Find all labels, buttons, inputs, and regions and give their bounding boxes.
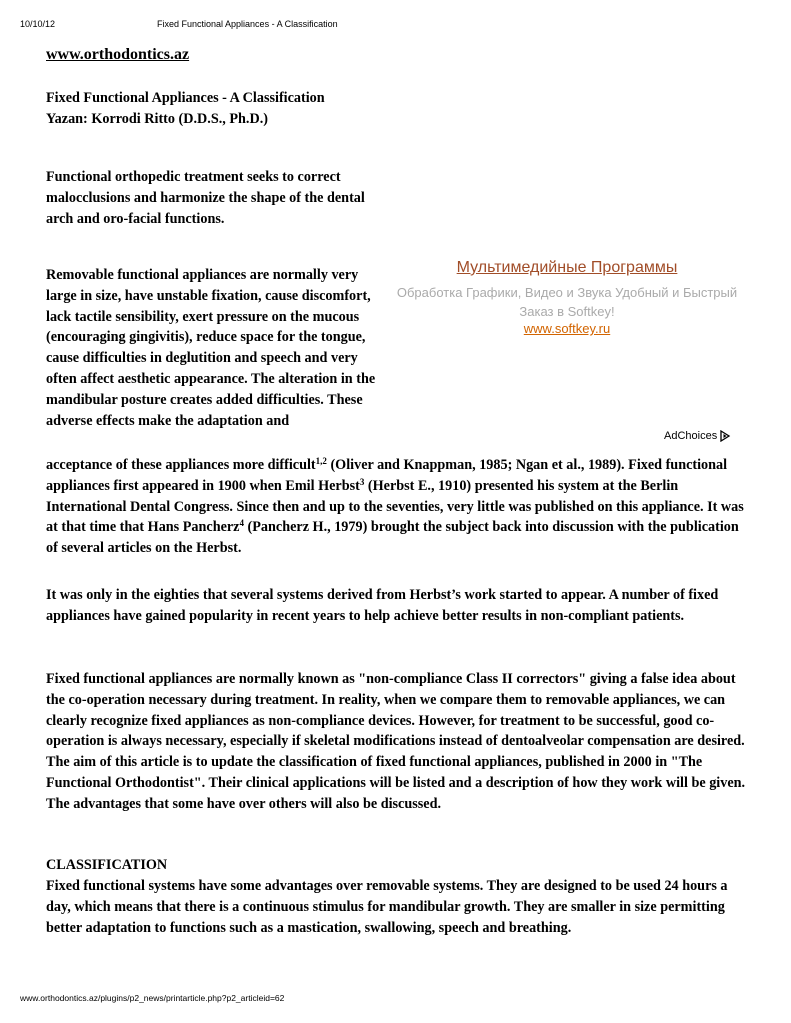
section-heading: CLASSIFICATION (46, 857, 168, 873)
print-header-title: Fixed Functional Appliances - A Classification (157, 19, 338, 29)
citation-superscript: 4 (239, 518, 244, 529)
ad-url-link[interactable]: www.softkey.ru (523, 321, 611, 336)
citation-superscript: 3 (359, 476, 365, 487)
ad-block (388, 259, 746, 337)
adchoices-label: AdChoices (664, 430, 718, 442)
citation-superscript: 1,2 (315, 456, 327, 466)
paragraph-removable-appliances: Removable functional appliances are normally very large in size, have unstable fixation, cause discomfort, lack tactile sensibility, exert pressure on the mucous (encouraging gingivitis), reduce space for the tongue, cause difficulties in deglutition and speech and very often affect aesthetic appearance. The alteration in the mandibular posture creates added difficulties. These adverse effects make the adaptation and (46, 267, 376, 429)
print-date: 10/10/12 (20, 19, 56, 29)
article-author: Yazan: Korrodi Ritto (D.D.S., Ph.D.) (46, 111, 268, 127)
paragraph-history: acceptance of these appliances more difficult$^{1,2}$ (Oliver and Knappman, 1985; Ngan et al., 1989). Fixed functional appliances first appeared in 1900 when Emil Herbst$^3$ (Herbst E., 1910) presented his system at the Berlin International Dental Congress. Since then and up to the seventies, very little was published on this appliance. It was at that time that Hans Pancherz$^4$ (Pancherz H., 1979) brought the subject back into discussion with the publication of several articles on the Herbst. (46, 456, 744, 557)
paragraph-eighties: It was only in the eighties that several systems derived from Herbst’s work started to appear. A number of fixed appliances have gained popularity in recent years to help achieve better results in non-compliant patients. (46, 587, 719, 624)
footer-url: www.orthodontics.az/plugins/p2_news/printarticle.php?p2_articleid=62 (20, 993, 285, 1003)
adchoices-button[interactable] (664, 430, 731, 442)
paragraph-non-compliance: Fixed functional appliances are normally known as "non-compliance Class II correctors" giving a false idea about the co-operation necessary during treatment. In reality, when we compare them to removable appliances, we can clearly recognize fixed appliances as non-compliance devices. However, for treatment to be successful, good co-operation is always necessary, especially if skeletal modifications instead of dentoalveolar compensation are desired. The aim of this article is to update the classification of fixed functional appliances, published in 2000 in "The Functional Orthodontist". Their clinical applications will be listed and a description of how they work will be given. The advantages that some have over others will also be discussed. (46, 671, 746, 812)
article-title: Fixed Functional Appliances - A Classification (46, 90, 325, 106)
intro-paragraph: Functional orthopedic treatment seeks to correct malocclusions and harmonize the shape of the dental arch and oro-facial functions. (46, 169, 365, 227)
site-link[interactable]: www.orthodontics.az (46, 46, 190, 63)
ad-description: Обработка Графики, Видео и Звука Удобный и Быстрый Заказ в Softkey! (396, 285, 738, 319)
adchoices-icon (719, 430, 731, 442)
ad-title-link[interactable]: Мультимедийные Программы (456, 259, 678, 276)
paragraph-classification: Fixed functional systems have some advantages over removable systems. They are designed to be used 24 hours a day, which means that there is a continuous stimulus for mandibular growth. They are smaller in size permitting better adaptation to functions such as a mastication, swallowing, speech and breathing. (46, 878, 728, 936)
